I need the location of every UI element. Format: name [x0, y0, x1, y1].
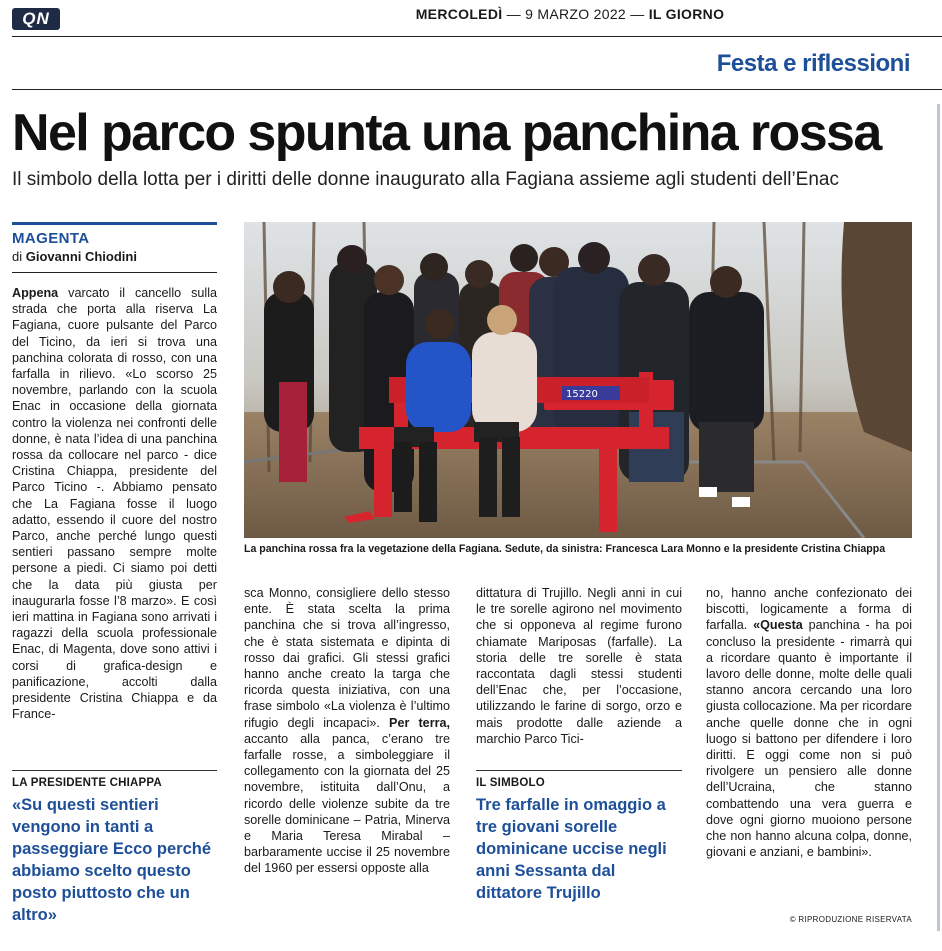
page-edge-bar: [937, 104, 940, 931]
newspaper-logo: QN: [12, 8, 60, 30]
byline: di Giovanni Chiodini: [12, 249, 137, 264]
article-column-1: Appena varcato il cancello sulla strada che porta alla riserva La Fagiana, cuore pulsante del Parco del Ticino, da ieri si trova una panchina colorata di rosso, con una farfalla in rilievo. «Lo scorso 25 novembre, parlando con la scuola Enac in occasione della giornata contro la violenza nei confronti delle donne, è nata l’idea di una panchina rossa da collocare nel parco - dice Cristina Chiappa, presidente del Parco Ticino -. Abbiamo pensato che La Fagiana fosse il luogo adatto, essendo il cuore del nostro Parco, anche perché lungo questi sentieri passano sempre molte persone a piedi. Ci siamo poi detti che la data più giusta per inaugurarla fosse l’8 marzo». E così ieri mattina in Fagiana sono arrivati i ragazzi della scuola professionale Enac, di Magenta, dove sono attivi i corsi di grafica-design e panificazione, accolti dalla presidente Cristina Chiappa e da France-: [12, 286, 217, 722]
pull-quote: «Su questi sentieri vengono in tanti a passeggiare Ecco perché abbiamo scelto questo posto piuttosto che un altro»: [12, 796, 212, 924]
byline-rule: [12, 272, 217, 273]
quote-box-rule: [12, 770, 217, 771]
author: Giovanni Chiodini: [25, 249, 137, 264]
article-column-3: dittatura di Trujillo. Negli anni in cui le tre sorelle agirono nel movimento che si opponeva al regime furono chiamate Mariposas (farfalle). La storia delle tre sorelle è stata raccontata dagli stessi studenti dell’Enac che, per l’occasione, utilizzando le farine di sorgo, orzo e mais prodotte dalle aziende a marchio Parco Tici-: [476, 586, 682, 746]
headline: Nel parco spunta una panchina rossa: [12, 104, 881, 162]
quote-box-label: LA PRESIDENTE CHIAPPA: [12, 777, 162, 789]
seated-woman-blue: [406, 342, 471, 432]
article-column-2: sca Monno, consigliere dello stesso ente. È stata scelta la prima panchina che si trova all’ingresso, che è stata sistemata e dipinta di rosso dai grafici. Gli stessi grafici hanno anche creato la targa che ricorda questa iniziativa, con una frase simbolo «La violenza è l’ultimo rifugio degli incapaci». Per terra, accanto alla panca, c’erano tre farfalle rosse, a simboleggiare il collegamento con la giornata del 25 novembre, istituita dall’Onu, a ricordo delle violenze subite da tre sorelle dominicane – Patria, Minerva e Maria Teresa Mirabal – barbaramente uccise il 25 novembre del 1960 per essersi opposte alla: [244, 586, 450, 876]
article-column-4: no, hanno anche confezionato dei biscotti, logicamente a forma di farfalla. «Questa panchina - ha poi concluso la presidente - rimarrà qui a ricordare quanto è importante il lavoro delle donne, molte delle quali stanno ancora cercando una loro giusta collocazione. Ma per ricordare anche quelle donne che in ogni luogo si battono per difendere i loro diritti. E oggi come non si può rivolgere un pensiero alle donne dell’Ucraina, che stanno combattendo una vera guerra e dove ogni giorno muoiono persone che non hanno alcuna colpa, donne, giovani e anziani, e bambini».: [706, 586, 913, 860]
symbol-box-text: Tre farfalle in omaggio a tre giovani sorelle dominicane uccise negli anni Sessanta dal dittatore Trujillo: [476, 796, 667, 902]
seated-woman-beige: [472, 332, 537, 432]
issue-date: 9 MARZO 2022: [525, 6, 626, 22]
symbol-box-rule: [476, 770, 682, 771]
dateline: MERCOLEDÌ — 9 MARZO 2022 — IL GIORNO: [415, 6, 725, 22]
section-rule: [12, 89, 942, 90]
bench-plaque: 15220: [566, 389, 598, 400]
photo-bench-group: [244, 222, 912, 538]
kicker: MAGENTA: [12, 230, 90, 247]
symbol-box-label: IL SIMBOLO: [476, 777, 545, 789]
copyright-notice: © RIPRODUZIONE RISERVATA: [789, 915, 912, 924]
weekday: MERCOLEDÌ: [415, 6, 503, 22]
photo-caption: La panchina rossa fra la vegetazione della Fagiana. Sedute, da sinistra: Francesca Lara Monno e la presidente Cristina Chiappa: [244, 543, 886, 555]
subheadline: Il simbolo della lotta per i diritti delle donne inaugurato alla Fagiana assieme agli studenti dell’Enac: [12, 169, 839, 190]
newspaper-name: IL GIORNO: [648, 6, 725, 22]
section-title: Festa e riflessioni: [716, 50, 910, 77]
article-photo: [244, 222, 912, 538]
kicker-bar: [12, 222, 217, 225]
top-rule: [12, 36, 942, 37]
